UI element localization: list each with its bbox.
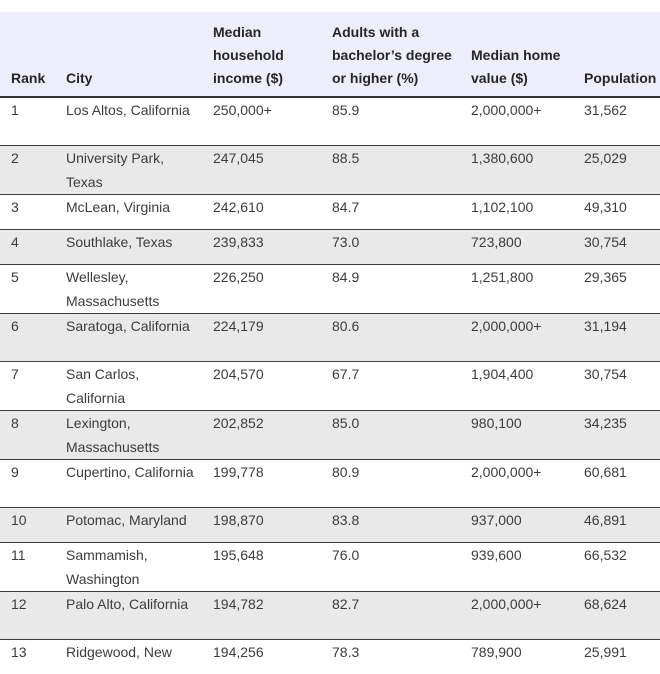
- cell-city: Los Altos, California: [55, 97, 202, 146]
- table-row: [0, 411, 660, 460]
- cell-income: 199,778: [202, 460, 321, 508]
- cell-rank: 4: [0, 230, 55, 265]
- cell-income: 247,045: [202, 146, 321, 195]
- cell-city: McLean, Virginia: [55, 195, 202, 230]
- table-body: [0, 97, 660, 674]
- header-city: City: [55, 12, 202, 97]
- table-row: [0, 543, 660, 592]
- cell-population: 30,754: [573, 362, 660, 411]
- cell-income: 204,570: [202, 362, 321, 411]
- table-row: [0, 195, 660, 230]
- cell-rank: 1: [0, 97, 55, 146]
- cell-population: 34,235: [573, 411, 660, 460]
- cell-income: 242,610: [202, 195, 321, 230]
- cell-city: Palo Alto, California: [55, 592, 202, 640]
- table-row: [0, 362, 660, 411]
- cell-population: 60,681: [573, 460, 660, 508]
- cell-education: 80.9: [321, 460, 460, 508]
- cell-home-value: 2,000,000+: [460, 592, 573, 640]
- cell-education: 76.0: [321, 543, 460, 592]
- cell-rank: 3: [0, 195, 55, 230]
- table-row: [0, 640, 660, 674]
- cell-education: 84.7: [321, 195, 460, 230]
- cell-rank: 2: [0, 146, 55, 195]
- cell-city: Potomac, Maryland: [55, 508, 202, 543]
- cell-education: 78.3: [321, 640, 460, 674]
- cell-home-value: 2,000,000+: [460, 314, 573, 362]
- table-container: [0, 12, 660, 674]
- cell-population: 49,310: [573, 195, 660, 230]
- cell-city: Southlake, Texas: [55, 230, 202, 265]
- cell-rank: 8: [0, 411, 55, 460]
- cell-home-value: 937,000: [460, 508, 573, 543]
- cell-population: 30,754: [573, 230, 660, 265]
- cell-income: 202,852: [202, 411, 321, 460]
- cell-city: University Park, Texas: [55, 146, 202, 195]
- cell-rank: 11: [0, 543, 55, 592]
- cell-rank: 12: [0, 592, 55, 640]
- cell-education: 88.5: [321, 146, 460, 195]
- cell-city: Sammamish, Washington: [55, 543, 202, 592]
- cell-education: 85.0: [321, 411, 460, 460]
- header-home-value: Median home value ($): [460, 12, 573, 97]
- cell-rank: 13: [0, 640, 55, 674]
- cell-education: 85.9: [321, 97, 460, 146]
- cell-home-value: 1,102,100: [460, 195, 573, 230]
- cell-income: 195,648: [202, 543, 321, 592]
- cell-home-value: 1,251,800: [460, 265, 573, 314]
- cell-income: 226,250: [202, 265, 321, 314]
- table-row: [0, 592, 660, 640]
- header-rank: Rank: [0, 12, 55, 97]
- table-row: [0, 146, 660, 195]
- cell-population: 46,891: [573, 508, 660, 543]
- cell-home-value: 723,800: [460, 230, 573, 265]
- cell-home-value: 1,904,400: [460, 362, 573, 411]
- cell-income: 194,256: [202, 640, 321, 674]
- cell-rank: 5: [0, 265, 55, 314]
- cell-population: 31,194: [573, 314, 660, 362]
- cell-home-value: 789,900: [460, 640, 573, 674]
- header-income: Median household income ($): [202, 12, 321, 97]
- cell-rank: 9: [0, 460, 55, 508]
- cell-city: Ridgewood, New: [55, 640, 202, 674]
- cell-education: 80.6: [321, 314, 460, 362]
- table-row: [0, 314, 660, 362]
- cell-home-value: 980,100: [460, 411, 573, 460]
- table-row: [0, 230, 660, 265]
- cell-home-value: 1,380,600: [460, 146, 573, 195]
- cell-home-value: 939,600: [460, 543, 573, 592]
- cell-population: 25,991: [573, 640, 660, 674]
- table-row: [0, 508, 660, 543]
- cell-rank: 10: [0, 508, 55, 543]
- cell-income: 224,179: [202, 314, 321, 362]
- cell-city: Cupertino, California: [55, 460, 202, 508]
- header-row: [0, 12, 660, 97]
- table-header: [0, 12, 660, 97]
- cell-city: Lexington, Massachusetts: [55, 411, 202, 460]
- cell-income: 239,833: [202, 230, 321, 265]
- cell-population: 29,365: [573, 265, 660, 314]
- cell-population: 68,624: [573, 592, 660, 640]
- cell-population: 31,562: [573, 97, 660, 146]
- cell-education: 84.9: [321, 265, 460, 314]
- cell-education: 67.7: [321, 362, 460, 411]
- cell-education: 83.8: [321, 508, 460, 543]
- cell-city: Wellesley, Massachusetts: [55, 265, 202, 314]
- header-population: Population: [573, 12, 660, 97]
- cell-city: Saratoga, California: [55, 314, 202, 362]
- table-row: [0, 460, 660, 508]
- cell-income: 198,870: [202, 508, 321, 543]
- cell-rank: 7: [0, 362, 55, 411]
- cell-education: 82.7: [321, 592, 460, 640]
- cell-population: 66,532: [573, 543, 660, 592]
- cell-population: 25,029: [573, 146, 660, 195]
- cell-income: 194,782: [202, 592, 321, 640]
- table-row: [0, 265, 660, 314]
- header-education: Adults with a bachelor’s degree or higher (%): [321, 12, 460, 97]
- cell-home-value: 2,000,000+: [460, 460, 573, 508]
- cell-home-value: 2,000,000+: [460, 97, 573, 146]
- cell-education: 73.0: [321, 230, 460, 265]
- table-row: [0, 97, 660, 146]
- wealthiest-cities-table: [0, 12, 660, 674]
- cell-city: San Carlos, California: [55, 362, 202, 411]
- cell-income: 250,000+: [202, 97, 321, 146]
- cell-rank: 6: [0, 314, 55, 362]
